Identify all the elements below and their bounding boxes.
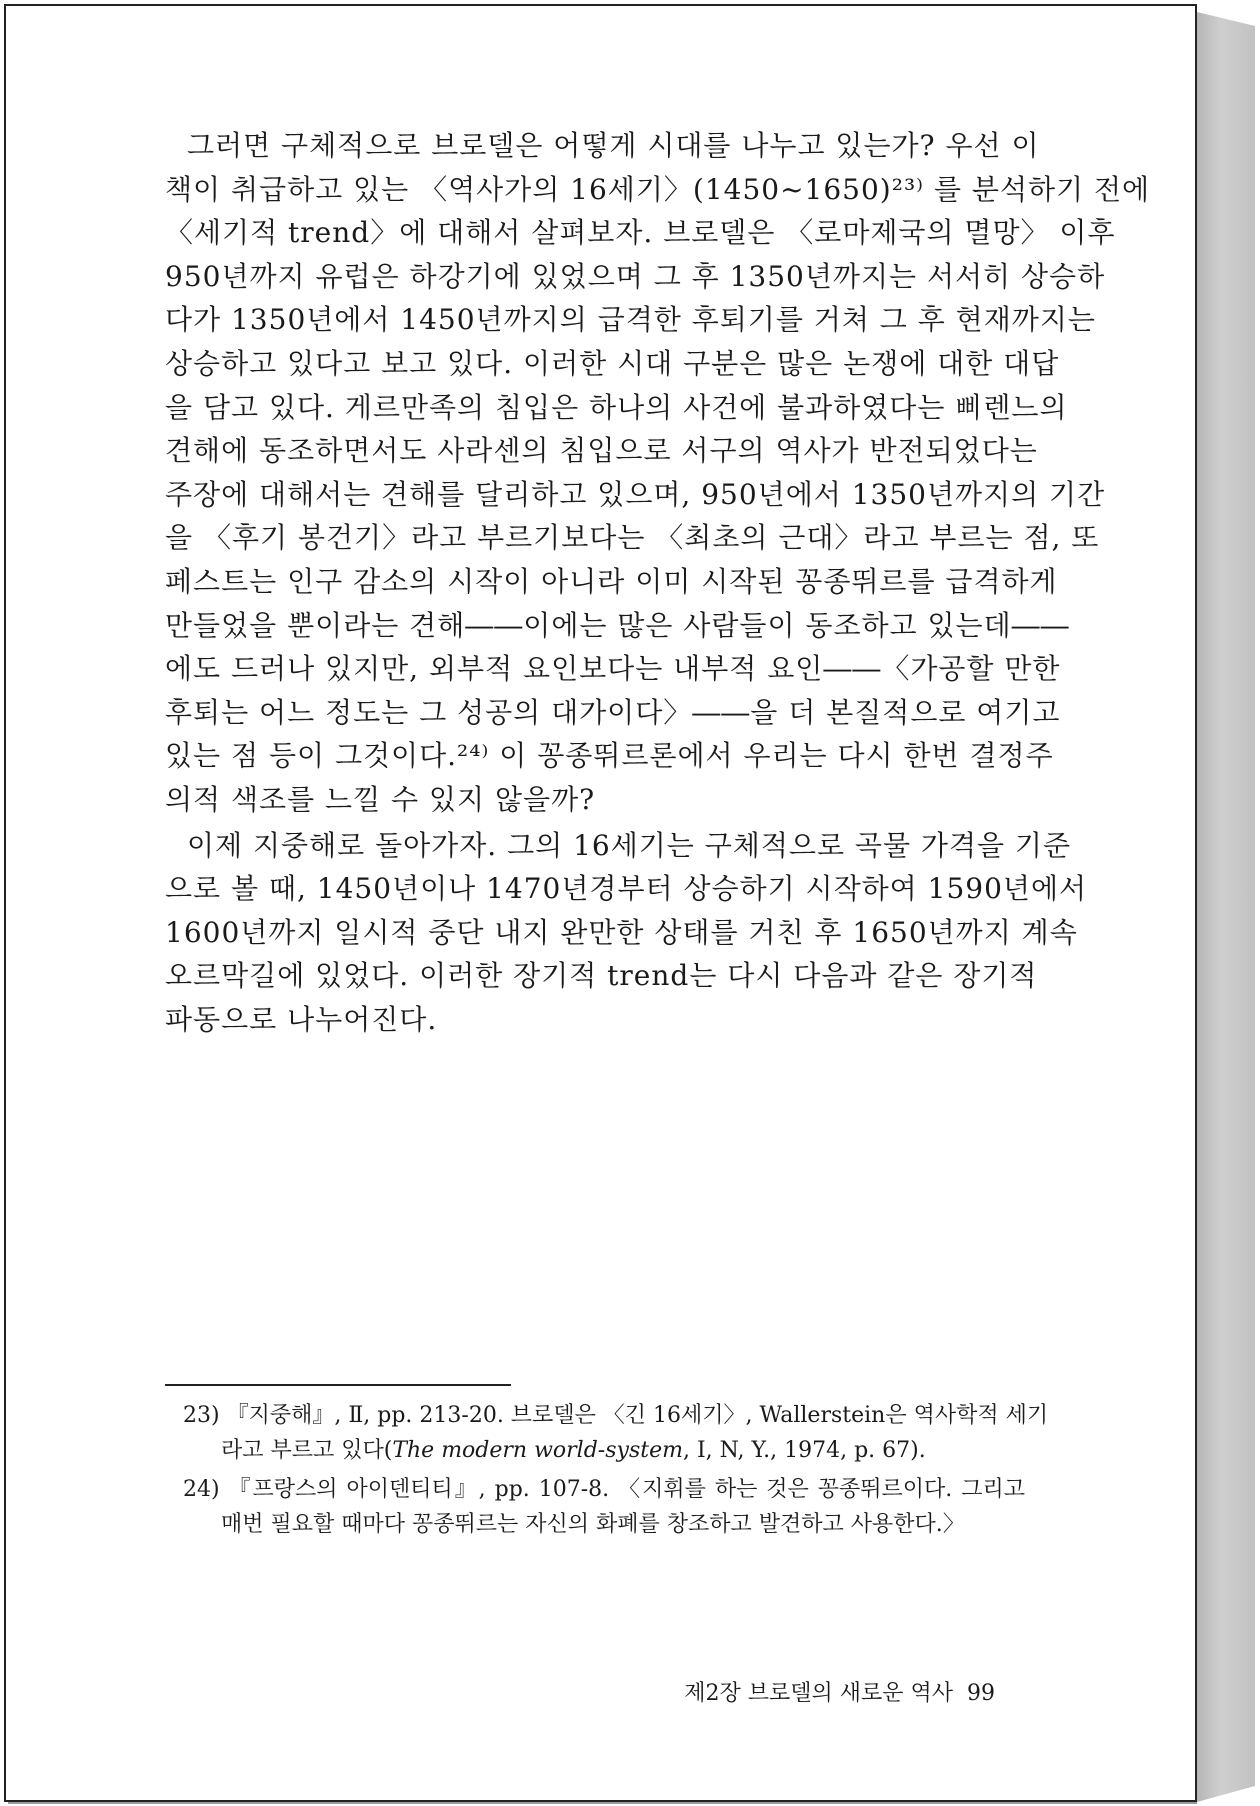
paragraph-1 [165, 124, 1151, 822]
text-line: 1600년까지 일시적 중단 내지 완만한 상태를 거친 후 1650년까지 계속 [165, 915, 1078, 949]
text-line: 만들었을 뿐이라는 견해――이에는 많은 사람들이 동조하고 있는데―― [165, 608, 1070, 642]
footnote-24 [183, 1472, 1025, 1542]
running-footer [655, 1676, 995, 1707]
text-line: 그러면 구체적으로 브로델은 어떻게 시대를 나누고 있는가? 우선 이 [187, 129, 1040, 162]
text-line: 으로 볼 때, 1450년이나 1470년경부터 상승하기 시작하여 1590년에서 [165, 872, 1088, 906]
footnote-23 [183, 1398, 1049, 1468]
footnote-divider [165, 1384, 511, 1386]
text-line: 견해에 동조하면서도 사라센의 침입으로 서구의 역사가 반전되었다는 [165, 434, 1038, 468]
text-line: 페스트는 인구 감소의 시작이 아니라 이미 시작된 꽁종뛰르를 급격하게 [165, 564, 1058, 598]
body-text [165, 124, 1151, 1041]
text-line: 있는 점 등이 그것이다.²⁴⁾ 이 꽁종뛰르론에서 우리는 다시 한번 결정주 [165, 739, 1054, 773]
footnotes [183, 1398, 1049, 1546]
text-line: 이제 지중해로 돌아가자. 그의 16세기는 구체적으로 곡물 가격을 기준 [187, 828, 1072, 862]
footnote-line: 24) 『프랑스의 아이덴티티』, pp. 107-8. 〈지휘를 하는 것은 꽁종뛰르이다. 그리고 [183, 1477, 1025, 1502]
text-line: 책이 취급하고 있는 〈역사가의 16세기〉(1450~1650)²³⁾ 를 분석하기 전에 [165, 172, 1151, 206]
text-line: 후퇴는 어느 정도는 그 성공의 대가이다〉――을 더 본질적으로 여기고 [165, 695, 1061, 729]
page-edge [1197, 12, 1255, 1802]
footnote-line: 23) 『지중해』, Ⅱ, pp. 213-20. 브로델은 〈긴 16세기〉, Wallerstein은 역사학적 세기 [183, 1403, 1049, 1428]
footnote-text: , I, N, Y., 1974, p. 67). [682, 1438, 926, 1463]
paragraph-2 [165, 824, 1088, 1042]
text-line: 을 〈후기 봉건기〉라고 부르기보다는 〈최초의 근대〉라고 부르는 점, 또 [165, 521, 1100, 555]
text-line: 다가 1350년에서 1450년까지의 급격한 후퇴기를 거쳐 그 후 현재까지는 [165, 303, 1096, 337]
text-line: 오르막길에 있었다. 이러한 장기적 trend는 다시 다음과 같은 장기적 [165, 959, 1038, 993]
chapter-title: 제2장 브로델의 새로운 역사 [684, 1681, 953, 1706]
footnote-line [183, 1433, 1025, 1468]
text-line: 950년까지 유럽은 하강기에 있었으며 그 후 1350년까지는 서서히 상승하 [165, 259, 1106, 293]
page-number: 99 [967, 1681, 995, 1706]
text-line: 파동으로 나누어진다. [165, 1002, 438, 1036]
footnote-book-title: The modern world-system [392, 1438, 683, 1463]
text-line: 에도 드러나 있지만, 외부적 요인보다는 내부적 요인――〈가공할 만한 [165, 652, 1061, 686]
text-line: 〈세기적 trend〉에 대해서 살펴보자. 브로델은 〈로마제국의 멸망〉 이후 [165, 216, 1116, 250]
footnote-text: 라고 부르고 있다( [221, 1438, 393, 1463]
text-line: 주장에 대해서는 견해를 달리하고 있으며, 950년에서 1350년까지의 기간 [165, 477, 1106, 511]
text-line: 을 담고 있다. 게르만족의 침입은 하나의 사건에 불과하였다는 삐렌느의 [165, 390, 1068, 424]
footnote-line [183, 1507, 1025, 1542]
text-line: 의적 색조를 느낄 수 있지 않을까? [165, 782, 596, 816]
footnote-text: 매번 필요할 때마다 꽁종뛰르는 자신의 화폐를 창조하고 발견하고 사용한다.〉 [221, 1512, 965, 1537]
text-line: 상승하고 있다고 보고 있다. 이러한 시대 구분은 많은 논쟁에 대한 대답 [165, 346, 1060, 380]
